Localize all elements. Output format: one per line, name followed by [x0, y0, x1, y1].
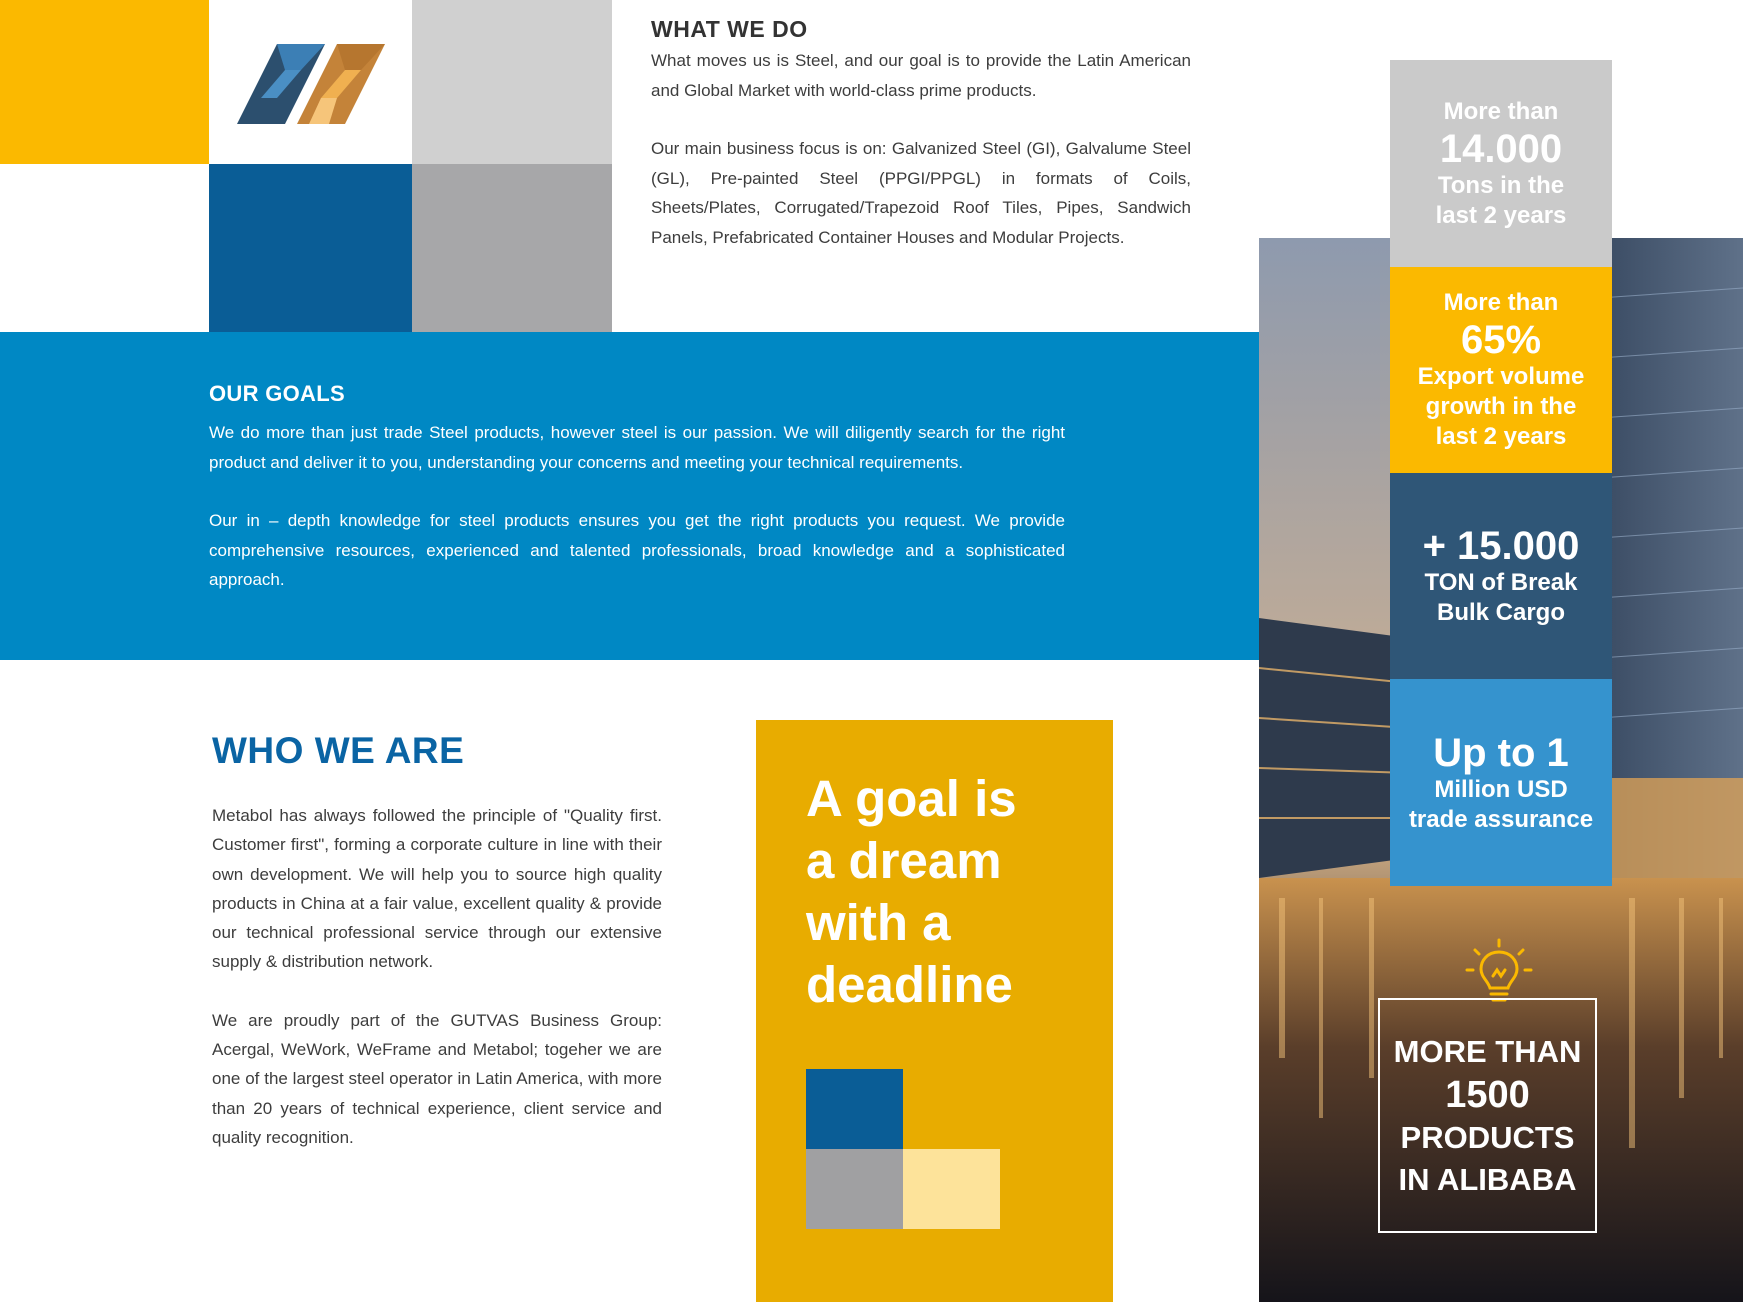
who-we-are-heading: WHO WE ARE: [212, 730, 465, 771]
our-goals-paragraph: Our in – depth knowledge for steel products ensures you get the right products you request. We provide comprehensive resources, experienced and talented professionals, broad knowledge and a sophisticated approach.: [209, 511, 1065, 589]
stat-box-export: [1390, 267, 1612, 473]
what-we-do-paragraph: What moves us is Steel, and our goal is to provide the Latin American and Global Market with world-class prime products.: [651, 51, 1191, 100]
stat-label: growth in the: [1425, 393, 1577, 420]
decor-tile-yellow: [0, 0, 209, 164]
our-goals-paragraph: We do more than just trade Steel products, however steel is our passion. We will diligently search for the right product and deliver it to you, understanding your concerns and meeting your technical requirements.: [209, 423, 1065, 472]
products-callout: [1378, 998, 1597, 1233]
stat-box-assurance: [1390, 679, 1612, 886]
our-goals-body: [209, 418, 1065, 595]
our-goals-heading: OUR GOALS: [209, 381, 345, 406]
stat-prefix: More than: [1443, 97, 1559, 125]
stat-value: 65%: [1460, 318, 1542, 362]
what-we-do-body: [651, 46, 1191, 252]
stat-label: last 2 years: [1435, 201, 1567, 229]
company-logo-icon: [237, 44, 385, 124]
decor-tile-blue: [209, 164, 412, 332]
quote-text: [806, 768, 1096, 1016]
who-we-are-paragraph: We are proudly part of the GUTVAS Business Group: Acergal, WeWork, WeFrame and Metabol; togeher we are one of the largest steel operator in Latin America, with more than 20 years of technical experience, client service and quality recognition.: [212, 1010, 662, 1147]
stat-value: 14.000: [1439, 126, 1563, 171]
decor-square-blue: [806, 1069, 903, 1149]
what-we-do-paragraph: Our main business focus is on: Galvanized Steel (GI), Galvalume Steel (GL), Pre-painted Steel (PPGI/PPGL) in formats of Coils, Sheets/Plates, Corrugated/Trapezoid Roof Tiles, Pipes, Sandwich Panels, Prefabricated Container Houses and Modular Projects.: [651, 139, 1191, 247]
products-line: MORE THAN: [1393, 1033, 1582, 1069]
quote-line: A goal is: [806, 770, 1017, 827]
stat-label: Export volume: [1417, 363, 1585, 390]
stat-prefix: More than: [1443, 289, 1559, 316]
who-we-are-paragraph: Metabol has always followed the principle of "Quality first. Customer first", forming a corporate culture in line with their own development. We will help you to source high quality products in China at a fair value, excellent quality & provide our technical professional service through our extensive supply & distribution network.: [212, 806, 662, 972]
stat-label: Million USD: [1434, 775, 1568, 803]
decor-tile-light-gray: [412, 0, 612, 164]
decor-square-cream: [903, 1149, 1000, 1229]
who-we-are-body: [212, 801, 662, 1152]
quote-box: [756, 720, 1113, 1302]
stat-value: Up to 1: [1433, 730, 1569, 775]
logo-tile: [209, 0, 412, 164]
stat-label: Bulk Cargo: [1436, 599, 1565, 626]
decor-tile-mid-gray: [412, 164, 612, 332]
products-line: IN ALIBABA: [1398, 1161, 1577, 1197]
quote-line: deadline: [806, 956, 1013, 1013]
stat-box-tons: [1390, 60, 1612, 267]
stat-label: TON of Break: [1424, 569, 1578, 596]
stat-label: trade assurance: [1408, 805, 1594, 833]
stat-label: last 2 years: [1435, 423, 1567, 450]
stat-value: + 15.000: [1422, 524, 1580, 568]
stat-label: Tons in the: [1437, 171, 1565, 199]
stat-box-cargo: [1390, 473, 1612, 679]
what-we-do-heading: WHAT WE DO: [651, 16, 808, 42]
quote-line: with a: [806, 894, 951, 951]
products-line: PRODUCTS: [1400, 1119, 1575, 1155]
products-value: 1500: [1445, 1073, 1530, 1116]
quote-line: a dream: [806, 832, 1002, 889]
decor-square-gray: [806, 1149, 903, 1229]
